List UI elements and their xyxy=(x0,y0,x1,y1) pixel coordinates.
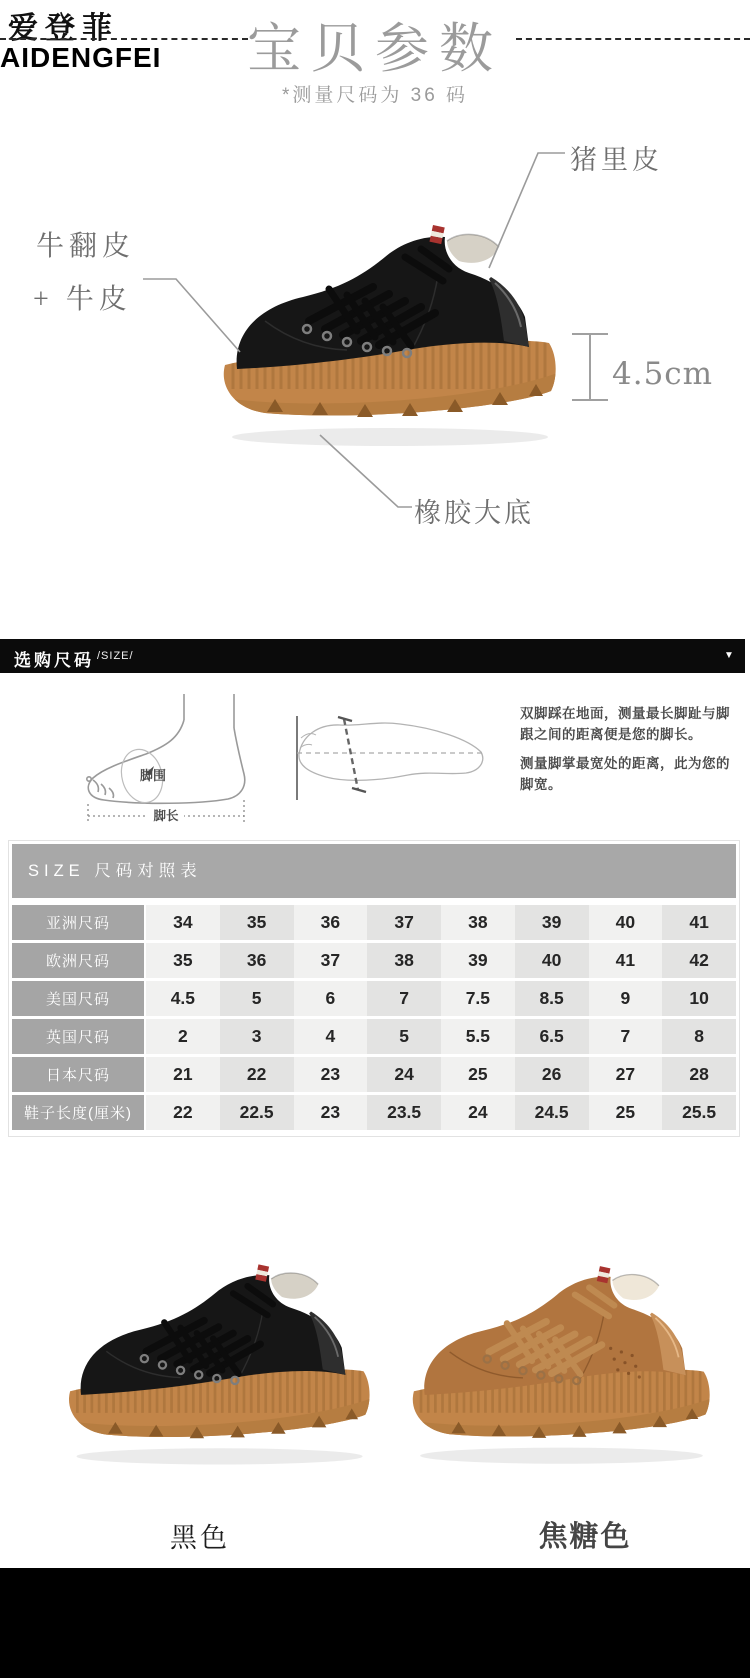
size-cell: 7.5 xyxy=(441,981,515,1016)
size-cell: 39 xyxy=(515,905,589,940)
color-option-photo-black xyxy=(52,1246,378,1473)
size-cell: 8 xyxy=(662,1019,736,1054)
size-cell: 2 xyxy=(146,1019,220,1054)
size-cell: 4 xyxy=(294,1019,368,1054)
height-measure-line xyxy=(572,334,608,400)
width-tip xyxy=(520,753,735,795)
measure-size-note: *测量尺码为 36 码 xyxy=(281,85,469,106)
size-chart-title: SIZE 尺码对照表 xyxy=(12,844,736,898)
foot-top-diagram xyxy=(290,712,490,804)
table-row xyxy=(12,981,736,1016)
chevron-down-icon: ▼ xyxy=(724,650,734,661)
size-section-title: 选购尺码 xyxy=(14,651,94,670)
size-chart xyxy=(8,840,740,1137)
footer-black-band xyxy=(0,1568,750,1678)
size-cell: 24.5 xyxy=(515,1095,589,1130)
header-dashed-line-left xyxy=(0,38,248,40)
size-cell: 28 xyxy=(662,1057,736,1092)
size-cell: 5 xyxy=(367,1019,441,1054)
length-tip-line1: 双脚踩在地面，测量最长脚趾与脚 xyxy=(520,706,730,721)
size-section-bar xyxy=(0,639,745,673)
annotation-outsole: 橡胶大底 xyxy=(414,498,534,528)
size-cell: 6 xyxy=(294,981,368,1016)
color-option-label-black: 黑色 xyxy=(170,1523,230,1553)
size-cell: 38 xyxy=(441,905,515,940)
size-cell: 24 xyxy=(441,1095,515,1130)
table-row xyxy=(12,1057,736,1092)
row-label: 日本尺码 xyxy=(12,1057,144,1092)
size-cell: 24 xyxy=(367,1057,441,1092)
measuring-instructions xyxy=(520,703,735,795)
color-option-label-caramel: 焦糖色 xyxy=(538,1521,632,1553)
length-tip xyxy=(520,703,735,745)
table-row xyxy=(12,943,736,978)
row-label: 英国尺码 xyxy=(12,1019,144,1054)
size-cell: 38 xyxy=(367,943,441,978)
size-cell: 7 xyxy=(589,1019,663,1054)
size-cell: 21 xyxy=(146,1057,220,1092)
size-cell: 41 xyxy=(589,943,663,978)
size-cell: 36 xyxy=(294,905,368,940)
size-cell: 41 xyxy=(662,905,736,940)
size-section-subtitle: /SIZE/ xyxy=(97,650,134,662)
size-cell: 23 xyxy=(294,1057,368,1092)
size-cell: 35 xyxy=(146,943,220,978)
size-table-rows xyxy=(12,905,736,1130)
size-cell: 34 xyxy=(146,905,220,940)
size-cell: 22 xyxy=(220,1057,294,1092)
size-cell: 39 xyxy=(441,943,515,978)
size-cell: 5.5 xyxy=(441,1019,515,1054)
size-cell: 5 xyxy=(220,981,294,1016)
row-label: 鞋子长度(厘米) xyxy=(12,1095,144,1130)
size-cell: 25.5 xyxy=(662,1095,736,1130)
size-cell: 3 xyxy=(220,1019,294,1054)
size-cell: 23.5 xyxy=(367,1095,441,1130)
size-cell: 25 xyxy=(441,1057,515,1092)
width-measure-line xyxy=(344,719,358,790)
size-cell: 42 xyxy=(662,943,736,978)
length-label: 脚长 xyxy=(153,809,179,823)
size-cell: 25 xyxy=(589,1095,663,1130)
annotation-upper-material-2: + 牛皮 xyxy=(33,284,132,315)
size-cell: 27 xyxy=(589,1057,663,1092)
annotation-upper-material-1: 牛翻皮 xyxy=(36,231,136,262)
size-cell: 26 xyxy=(515,1057,589,1092)
row-label: 欧洲尺码 xyxy=(12,943,144,978)
size-cell: 6.5 xyxy=(515,1019,589,1054)
length-tip-line2: 跟之间的距离便是您的脚长。 xyxy=(520,727,702,742)
size-cell: 7 xyxy=(367,981,441,1016)
foot-side-diagram xyxy=(80,688,252,828)
size-cell: 23 xyxy=(294,1095,368,1130)
size-cell: 4.5 xyxy=(146,981,220,1016)
size-cell: 10 xyxy=(662,981,736,1016)
hero-product-photo xyxy=(205,205,565,455)
size-cell: 37 xyxy=(367,905,441,940)
table-row xyxy=(12,905,736,940)
row-label: 美国尺码 xyxy=(12,981,144,1016)
size-cell: 35 xyxy=(220,905,294,940)
annotation-platform-height: 4.5cm xyxy=(612,356,714,392)
width-tip-line2: 脚宽。 xyxy=(520,777,562,792)
size-cell: 36 xyxy=(220,943,294,978)
table-row xyxy=(12,1095,736,1130)
brand-logo-cn: 爱登菲 xyxy=(8,12,119,45)
size-cell: 40 xyxy=(515,943,589,978)
width-tip-line1: 测量脚掌最宽处的距离，此为您的 xyxy=(520,756,730,771)
brand-logo-en: AIDENGFEI xyxy=(0,42,162,73)
size-cell: 9 xyxy=(589,981,663,1016)
color-option-photo-caramel xyxy=(396,1248,718,1472)
table-row xyxy=(12,1019,736,1054)
girth-label: 脚围 xyxy=(140,768,167,783)
size-cell: 22.5 xyxy=(220,1095,294,1130)
size-cell: 22 xyxy=(146,1095,220,1130)
size-cell: 40 xyxy=(589,905,663,940)
page-title: 宝贝参数 xyxy=(247,19,503,79)
size-cell: 37 xyxy=(294,943,368,978)
annotation-heel-lining: 猪里皮 xyxy=(570,145,663,175)
header-dashed-line-right xyxy=(516,38,750,40)
row-label: 亚洲尺码 xyxy=(12,905,144,940)
size-cell: 8.5 xyxy=(515,981,589,1016)
